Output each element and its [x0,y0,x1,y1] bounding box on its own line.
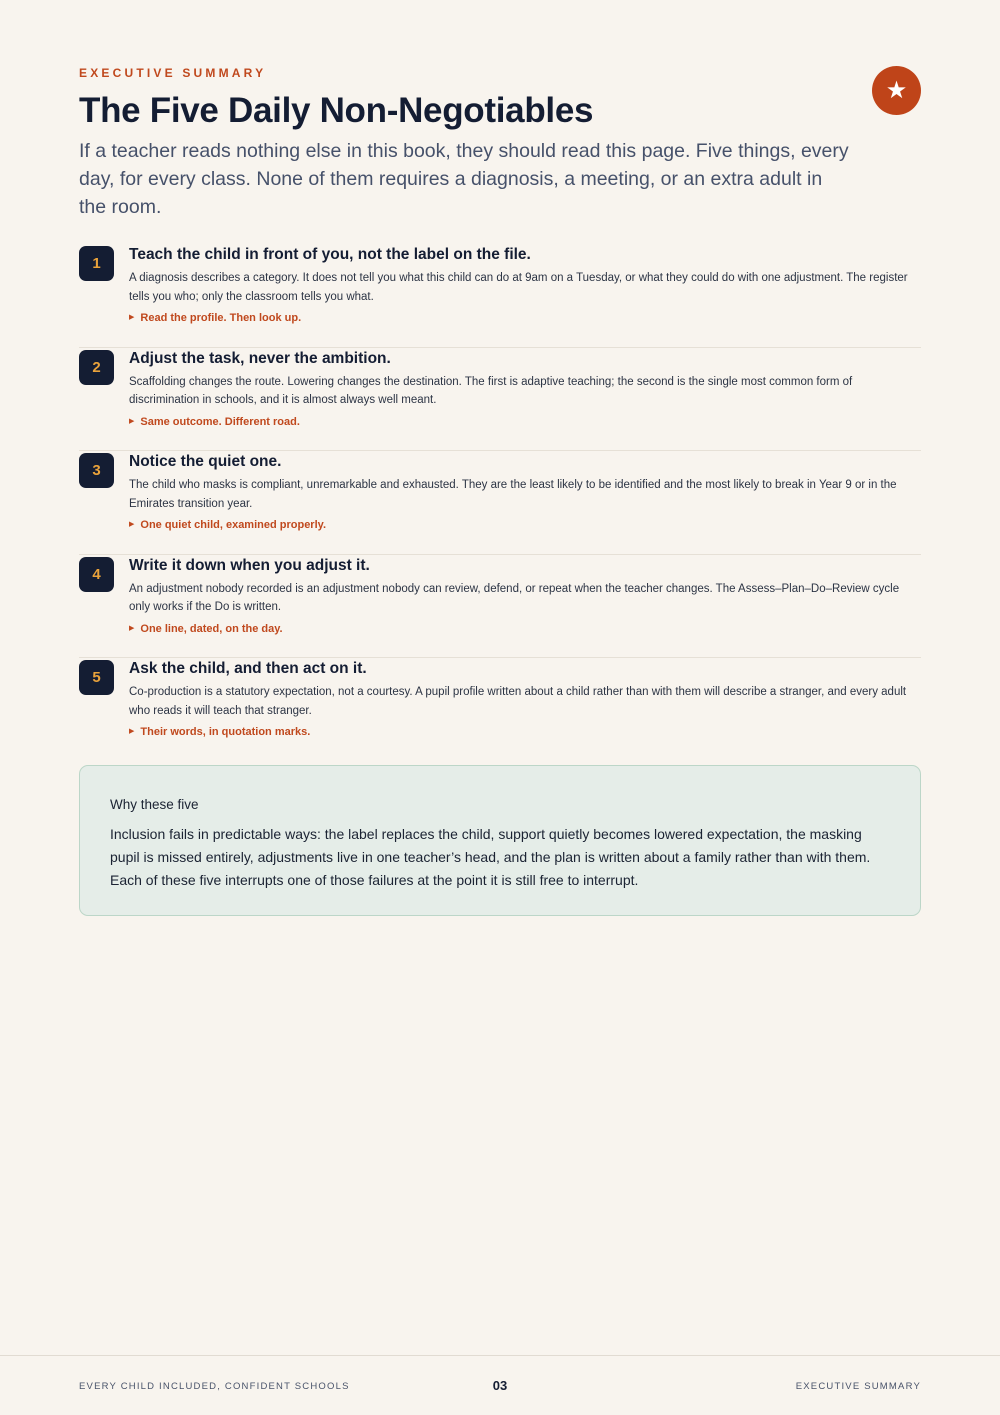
item-title: Teach the child in front of you, not the label on the file. [129,246,531,263]
list-item [79,658,921,762]
item-note-text: Read the profile. Then look up. [140,312,302,324]
item-note [129,415,300,429]
item-number-badge: 1 [79,246,114,281]
item-note [129,518,326,532]
triangle-right-icon: ▶ [129,624,135,632]
item-number-badge: 4 [79,557,114,592]
triangle-right-icon: ▶ [129,417,135,425]
item-body: The child who masks is compliant, unremarkable and exhausted. They are the least likely to be identified and the most likely to break in Year 9 or in the Emirates transition year. [129,479,897,510]
item-number-badge: 3 [79,453,114,488]
item-body: Scaffolding changes the route. Lowering changes the destination. The first is adaptive teaching; the second is the single most common form of discrimination in schools, and it is almost always well meant. [129,375,853,406]
list-item [79,555,921,659]
footer-section-name: EXECUTIVE SUMMARY [795,1381,921,1392]
item-body: A diagnosis describes a category. It does not tell you what this child can do at 9am on a Tuesday, or what they could do with one adjustment. The register tells you who; only the classroom tells you what. [129,272,908,303]
page-footer [0,1355,1000,1415]
item-title: Write it down when you adjust it. [129,556,370,574]
triangle-right-icon: ▶ [129,314,135,321]
item-number-badge: 2 [79,350,114,385]
page-title: The Five Daily Non-Negotiables [79,91,594,130]
item-note [129,725,310,739]
callout-title: Why these five [110,797,199,812]
footer-book-title: EVERY CHILD INCLUDED, CONFIDENT SCHOOLS [79,1381,350,1392]
triangle-right-icon: ▶ [129,728,135,735]
item-number-badge: 5 [79,660,114,695]
item-note-text: One line, dated, on the day. [140,622,283,635]
item-title: Notice the quiet one. [129,453,282,470]
item-body: An adjustment nobody recorded is an adjustment nobody can review, defend, or repeat when the teacher changes. The Assess–Plan–Do–Review cycle only works if the Do is written. [129,582,900,613]
item-title: Adjust the task, never the ambition. [129,349,391,367]
item-note-text: Their words, in quotation marks. [140,726,311,738]
list-item [79,244,921,348]
item-note [129,311,301,325]
why-these-five-callout [79,765,921,916]
page-lede: If a teacher reads nothing else in this book, they should read this page. Five things, every day, for every class. None of them requires a diagnosis, a meeting, or an extra adult in the room. [79,140,849,218]
non-negotiables-list [79,244,921,762]
list-item [79,451,921,555]
callout-body: Inclusion fails in predictable ways: the label replaces the child, support quietly becomes lowered expectation, the masking pupil is missed entirely, adjustments live in one teacher’s head, and the plan is written about a family rather than with them. Each of these five interrupts one of those failures at the point it is still free to interrupt. [110,826,871,888]
triangle-right-icon: ▶ [129,521,135,528]
page-number: 03 [492,1378,508,1393]
item-body: Co-production is a statutory expectation, not a courtesy. A pupil profile written about a child rather than with them will describe a stranger, and every adult who reads it will teach that stranger. [129,686,907,717]
section-eyebrow: EXECUTIVE SUMMARY [79,66,267,80]
item-note-text: One quiet child, examined properly. [140,519,327,531]
item-note-text: Same outcome. Different road. [140,415,300,428]
list-item [79,348,921,452]
item-title: Ask the child, and then act on it. [129,660,367,677]
item-note [129,622,283,636]
star-icon: ★ [872,66,921,115]
